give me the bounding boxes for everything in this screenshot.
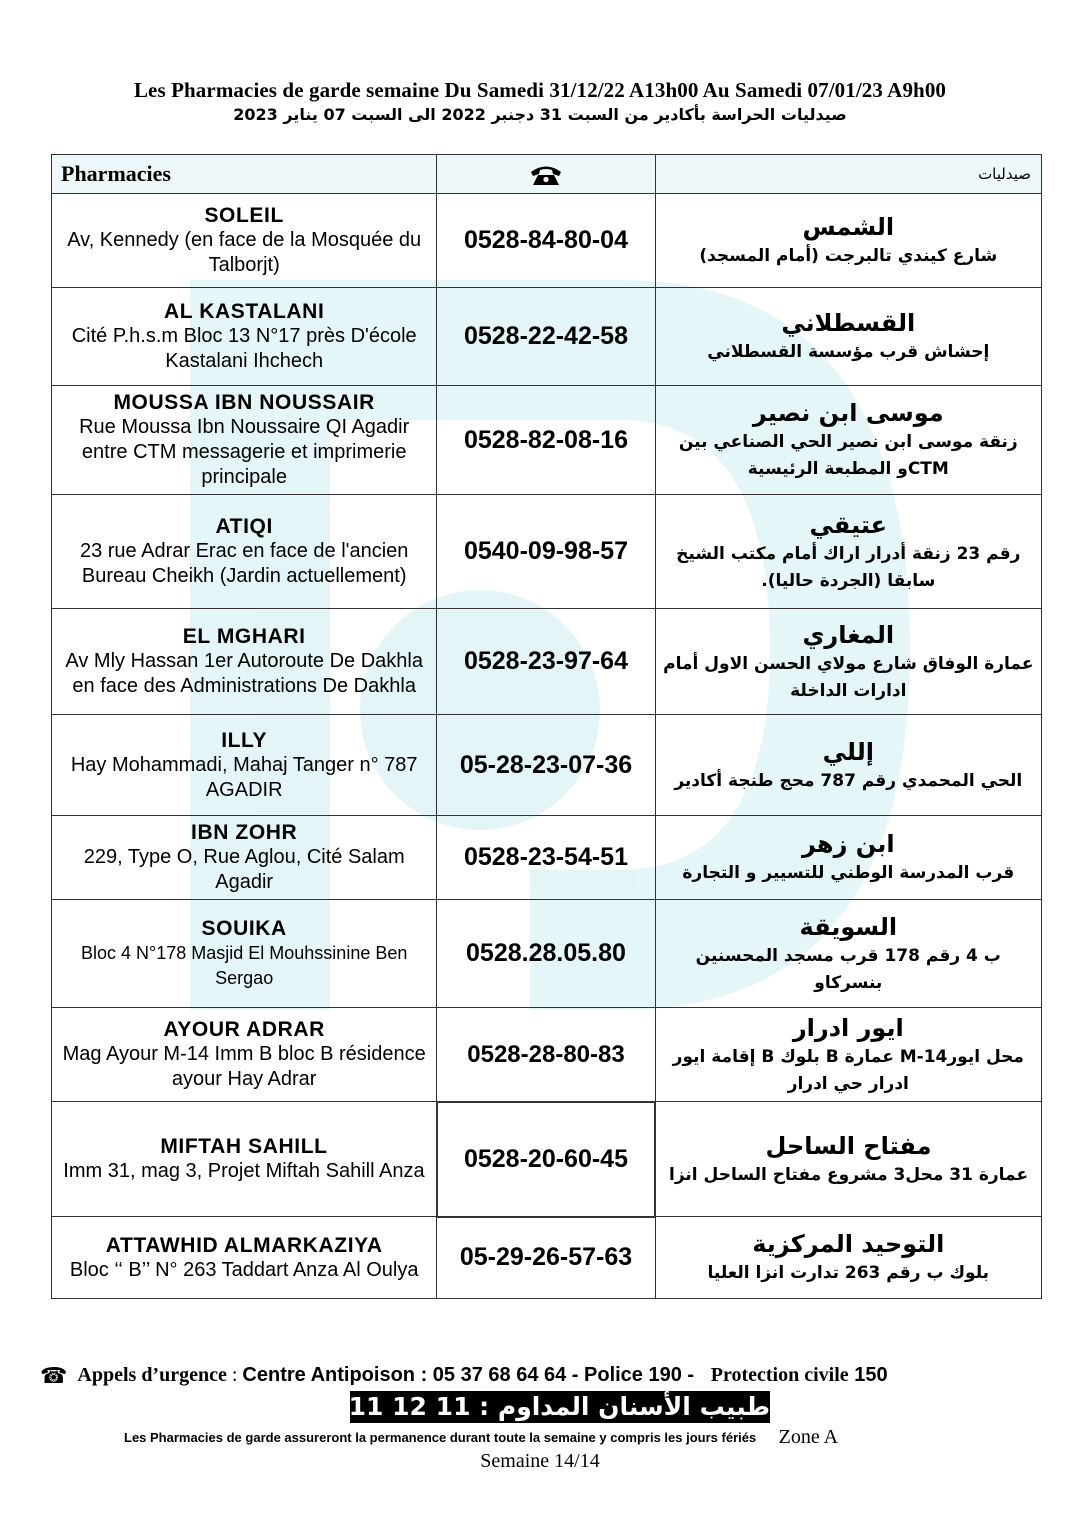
pharmacy-name: SOLEIL xyxy=(204,204,284,227)
table-row xyxy=(52,495,1042,609)
pharmacy-address: Cité P.h.s.m Bloc 13 N°17 près D'école Kastalani Ihchech xyxy=(71,325,417,372)
pharmacy-phone xyxy=(437,386,655,495)
pharmacy-phone xyxy=(437,1102,655,1217)
pharmacy-address: Bloc 4 N°178 Masjid El Mouhssinine Ben Sergao xyxy=(81,943,408,988)
protection-civile-number: 150 xyxy=(854,1364,888,1386)
pharmacy-address: Av, Kennedy (en face de la Mosquée du Talborjt) xyxy=(67,229,422,276)
pharmacy-cell-fr xyxy=(52,288,437,386)
table-row xyxy=(52,194,1042,288)
pharmacy-address: Imm 31, mag 3, Projet Miftah Sahill Anza xyxy=(63,1160,425,1182)
emergency-label: Appels d’urgence xyxy=(77,1364,227,1386)
table-header-row xyxy=(52,155,1042,194)
pharmacy-name-ar: الشمس xyxy=(802,213,895,241)
header xyxy=(0,78,1080,124)
pharmacy-name-ar: المغاري xyxy=(802,620,895,649)
pharmacy-address-ar: ب 4 رقم 178 قرب مسجد المحسنين بنسركاو xyxy=(695,945,1001,993)
zone-label: Zone A xyxy=(778,1426,839,1448)
pharmacy-cell-ar xyxy=(655,715,1041,816)
pharmacy-cell-ar xyxy=(655,386,1041,495)
pharmacy-name-ar: إللي xyxy=(822,737,874,766)
emergency-calls xyxy=(40,1363,1040,1389)
pharmacy-name-ar: موسى ابن نصير xyxy=(752,399,944,427)
emergency-numbers: Centre Antipoison : 05 37 68 64 64 - Police 190 - xyxy=(242,1364,695,1386)
pharmacy-address: Hay Mohammadi, Mahaj Tanger n° 787 AGADIR xyxy=(70,753,418,801)
pharmacy-phone xyxy=(437,288,655,386)
pharmacy-address-ar: الحي المحمدي رقم 787 محج طنجة أكادير xyxy=(674,770,1023,791)
pharmacy-address: 23 rue Adrar Erac en face de l'ancien Bureau Cheikh (Jardin actuellement) xyxy=(79,540,409,587)
table-row xyxy=(52,1008,1042,1102)
phone-number: 0528-23-97-64 xyxy=(463,647,628,675)
column-header-pharmacies: Pharmacies xyxy=(52,155,437,194)
pharmacy-cell-ar xyxy=(655,495,1041,609)
pharmacy-phone xyxy=(437,1217,655,1299)
pharmacy-cell-ar xyxy=(655,816,1041,900)
pharmacy-address: Bloc ‘‘ B’’ N° 263 Taddart Anza Al Oulya xyxy=(69,1258,419,1281)
pharmacy-phone xyxy=(437,1008,655,1102)
column-header-arabic: صيدليات xyxy=(655,155,1041,194)
pharmacy-cell-fr xyxy=(52,1217,437,1299)
phone-handset-icon: ☎ xyxy=(40,1363,68,1388)
pharmacy-phone xyxy=(437,609,655,715)
table-row xyxy=(52,900,1042,1008)
pharmacy-name: AL KASTALANI xyxy=(163,300,325,323)
title-fr: Les Pharmacies de garde semaine Du Samedi 31/12/22 A13h00 Au Samedi 07/01/23 A9h00 xyxy=(133,78,947,102)
pharmacy-name: EL MGHARI xyxy=(182,625,306,648)
phone-number: 05-29-26-57-63 xyxy=(459,1243,633,1272)
pharmacy-phone xyxy=(437,900,655,1008)
table-row xyxy=(52,288,1042,386)
pharmacy-address-ar: شارع كيندي تالبرجت (أمام المسجد) xyxy=(699,246,998,266)
pharmacy-name: IBN ZOHR xyxy=(191,821,298,844)
pharmacy-name: MIFTAH SAHILL xyxy=(160,1135,328,1158)
pharmacy-address-ar: محل ايورM-14 عمارة B بلوك B إقامة ايور ادرار حي ادرار xyxy=(672,1046,1024,1094)
pharmacy-cell-fr xyxy=(52,1008,437,1102)
pharmacy-cell-fr xyxy=(52,386,437,495)
phone-number: 0528-20-60-45 xyxy=(463,1144,628,1173)
pharmacy-phone xyxy=(437,194,655,288)
pharmacy-phone xyxy=(437,816,655,900)
emergency-separator: : xyxy=(226,1364,243,1386)
pharmacy-address-ar: بلوك ب رقم 263 تدارت انزا العليا xyxy=(707,1263,990,1283)
pharmacy-name: MOUSSA IBN NOUSSAIR xyxy=(113,391,375,414)
title-ar: صيدليات الحراسة بأكادير من السبت 31 دجنبر 2022 الى السبت 07 يناير 2023 xyxy=(233,105,847,124)
pharmacy-name-ar: ابن زهر xyxy=(802,830,895,858)
pharmacy-name-ar: ايور ادرار xyxy=(792,1013,904,1042)
pharmacy-name: AYOUR ADRAR xyxy=(163,1018,325,1041)
pharmacy-cell-ar xyxy=(655,1008,1041,1102)
phone-number: 0528-28-80-83 xyxy=(467,1040,625,1068)
pharmacy-cell-fr xyxy=(52,1102,437,1217)
pharmacy-address-ar: زنقة موسى ابن نصير الحي الصناعي بين CTMو المطبعة الرئيسية xyxy=(678,432,1018,479)
table-row xyxy=(52,1102,1042,1217)
pharmacy-address-ar: عمارة 31 محل3 مشروع مفتاح الساحل انزا xyxy=(669,1164,1029,1185)
pharmacy-address: Av Mly Hassan 1er Autoroute De Dakhla en face des Administrations De Dakhla xyxy=(65,650,423,697)
pharmacy-name-ar: التوحيد المركزية xyxy=(752,1230,945,1258)
table-row xyxy=(52,1217,1042,1299)
pharmacy-cell-fr xyxy=(52,715,437,816)
pharmacy-cell-ar xyxy=(655,900,1041,1008)
phone-number: 0528-82-08-16 xyxy=(463,425,628,454)
phone-number: 0540-09-98-57 xyxy=(463,537,628,565)
phone-number: 0528-23-54-51 xyxy=(463,843,628,871)
pharmacy-phone xyxy=(437,715,655,816)
pharmacy-name: ILLY xyxy=(221,728,268,752)
pharmacy-address: 229, Type O, Rue Aglou, Cité Salam Agadir xyxy=(83,846,405,893)
pharmacy-name-ar: عتيقي xyxy=(809,510,888,539)
pharmacy-cell-ar xyxy=(655,1102,1041,1217)
phone-number: 05-28-23-07-36 xyxy=(459,750,633,779)
table-row xyxy=(52,386,1042,495)
pharmacies-table xyxy=(51,154,1042,1299)
pharmacy-cell-ar xyxy=(655,1217,1041,1299)
dentist-on-duty: طبيب الأسنان المداوم : 11 12 11 08 06 xyxy=(261,1392,770,1421)
pharmacy-address-ar: إحشاش قرب مؤسسة القسطلاني xyxy=(707,342,990,362)
pharmacy-address-ar: قرب المدرسة الوطني للتسيير و التجارة xyxy=(682,863,1015,883)
table-row xyxy=(52,816,1042,900)
protection-civile-label: Protection civile xyxy=(710,1364,849,1386)
pharmacy-cell-fr xyxy=(52,194,437,288)
pharmacy-name: ATIQI xyxy=(215,515,273,538)
phone-number: 0528.28.05.80 xyxy=(466,939,626,967)
pharmacy-cell-fr xyxy=(52,900,437,1008)
pharmacy-phone xyxy=(437,495,655,609)
pharmacy-name: ATTAWHID ALMARKAZIYA xyxy=(105,1233,383,1257)
pharmacy-cell-fr xyxy=(52,495,437,609)
pharmacy-address-ar: رقم 23 زنقة أدرار اراك أمام مكتب الشيخ سابقا (الجردة حاليا). xyxy=(676,543,1021,591)
phone-number: 0528-84-80-04 xyxy=(463,226,628,254)
table-row xyxy=(52,715,1042,816)
pharmacy-address: Rue Moussa Ibn Noussaire QI Agadir entre CTM messagerie et imprimerie principale xyxy=(79,416,410,488)
pharmacy-name-ar: مفتاح الساحل xyxy=(765,1131,932,1160)
pharmacy-address: Mag Ayour M-14 Imm B bloc B résidence ayour Hay Adrar xyxy=(62,1043,426,1090)
pharmacy-cell-fr xyxy=(52,609,437,715)
pharmacy-address-ar: عمارة الوفاق شارع مولاي الحسن الاول أمام ادارات الداخلة xyxy=(663,653,1034,701)
pharmacy-cell-ar xyxy=(655,194,1041,288)
footer-note xyxy=(124,1426,1024,1449)
pharmacy-name: SOUIKA xyxy=(201,917,287,940)
pharmacy-name-ar: القسطلاني xyxy=(781,309,916,337)
column-header-phone xyxy=(437,155,655,194)
permanence-note: Les Pharmacies de garde assureront la permanence durant toute la semaine y compris les jours fériés xyxy=(124,1430,757,1445)
phone-number: 0528-22-42-58 xyxy=(463,322,628,350)
pharmacy-cell-fr xyxy=(52,816,437,900)
table-row xyxy=(52,609,1042,715)
pharmacy-cell-ar xyxy=(655,288,1041,386)
pharmacy-name-ar: السويقة xyxy=(799,912,898,941)
pharmacy-cell-ar xyxy=(655,609,1041,715)
telephone-icon xyxy=(529,164,563,186)
week-number: Semaine 14/14 xyxy=(480,1450,600,1472)
